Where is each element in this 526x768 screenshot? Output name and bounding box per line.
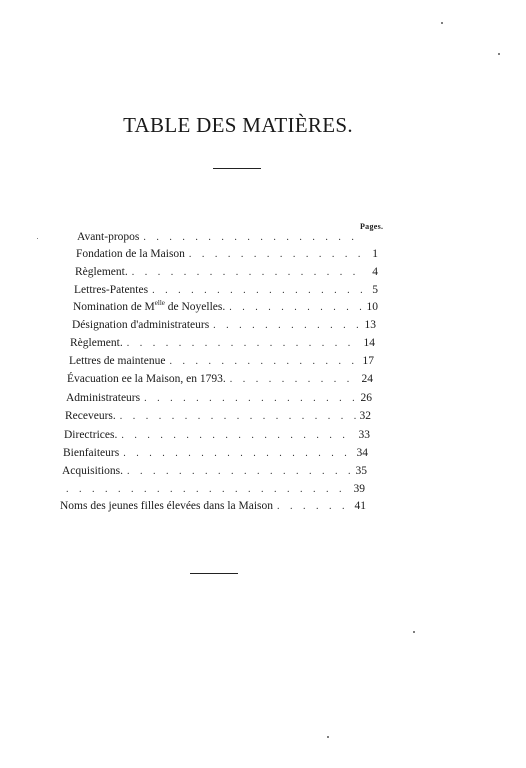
toc-entry-label: Règlement. [70,337,123,349]
toc-entry-label: Avant-propos [77,231,140,243]
toc-leader-dots [273,499,351,515]
paper-speck [327,736,329,738]
toc-entry-label: Noms des jeunes filles élevées dans la Maison [60,500,274,512]
toc-entry-label: Directrices. [64,429,118,441]
toc-entry-page: 33 [358,429,370,441]
toc-entry-label: Évacuation ee la Maison, en 1793. [67,373,226,385]
toc-entry-page: 4 [372,266,378,278]
toc-entry-lettres-maintenue [69,353,374,369]
title-divider [213,168,261,169]
toc-entry-page: 17 [362,355,374,367]
toc-entry-page: 1 [372,248,378,260]
toc-entry-page: 13 [364,319,376,331]
toc-leader-dots [226,372,358,388]
toc-label-suffix: de Noyelles. [164,301,226,313]
toc-leader-dots [123,336,360,352]
toc-leader-dots [140,391,357,407]
toc-entry-label: Lettres-Patentes [74,284,149,296]
toc-leader-dots [148,283,363,299]
toc-entry-page: 39 [353,483,365,495]
toc-entry-page: 34 [356,447,368,459]
pages-column-header: Pages. [360,222,384,231]
toc-entry-label: Acquisitions. [62,465,124,477]
toc-leader-dots [209,318,361,334]
toc-entry-label: Administrateurs [66,392,141,404]
paper-speck [37,238,38,239]
toc-entry-avant-propos [77,229,373,245]
paper-speck [413,631,415,633]
toc-entry-unlabeled [62,481,365,497]
toc-entry-page: 14 [363,337,375,349]
paper-speck [441,22,443,24]
toc-leader-dots [185,247,363,263]
page-title: TABLE DES MATIÈRES. [123,113,353,137]
toc-entry-label [73,299,225,315]
toc-entry-label: Fondation de la Maison [76,248,185,260]
toc-entry-reglement-2 [70,335,375,351]
toc-leader-dots [117,428,355,444]
toc-label-prefix: Nomination de M [73,301,155,313]
toc-entry-page: 5 [372,284,378,296]
toc-entry-page: 26 [360,392,372,404]
toc-entry-page: 24 [361,373,373,385]
toc-leader-dots [116,409,356,425]
paper-speck [498,53,500,55]
toc-entry-directrices [64,427,370,443]
toc-entry-designation [72,317,376,333]
toc-entry-acquisitions [62,463,367,479]
toc-entry-label: Règlement. [75,266,128,278]
toc-entry-page: 32 [359,410,371,422]
toc-leader-dots [139,230,358,246]
toc-entry-label: Lettres de maintenue [69,355,166,367]
toc-entry-evacuation [67,371,373,387]
toc-entry-fondation [76,246,378,262]
toc-leader-dots [62,482,350,498]
toc-entry-nomination [73,299,378,315]
toc-entry-receveurs [65,408,371,424]
toc-leader-dots [128,265,363,281]
toc-leader-dots [165,354,359,370]
toc-entry-reglement-1 [75,264,378,280]
bottom-divider [190,573,238,574]
toc-entry-page: 35 [355,465,367,477]
toc-entry-administrateurs [66,390,372,406]
toc-entry-label: Receveurs. [65,410,116,422]
toc-leader-dots [225,300,363,316]
toc-entry-page: 41 [354,500,366,512]
toc-label-superscript: elle [154,299,165,308]
toc-leader-dots [119,446,353,462]
toc-entry-label: Désignation d'administrateurs [72,319,210,331]
toc-leader-dots [123,464,352,480]
toc-entry-page: 10 [366,301,378,313]
toc-entry-bienfaiteurs [63,445,368,461]
toc-entry-noms-jeunes-filles [60,498,366,514]
toc-entry-lettres-patentes [74,282,378,298]
toc-entry-label: Bienfaiteurs [63,447,120,459]
